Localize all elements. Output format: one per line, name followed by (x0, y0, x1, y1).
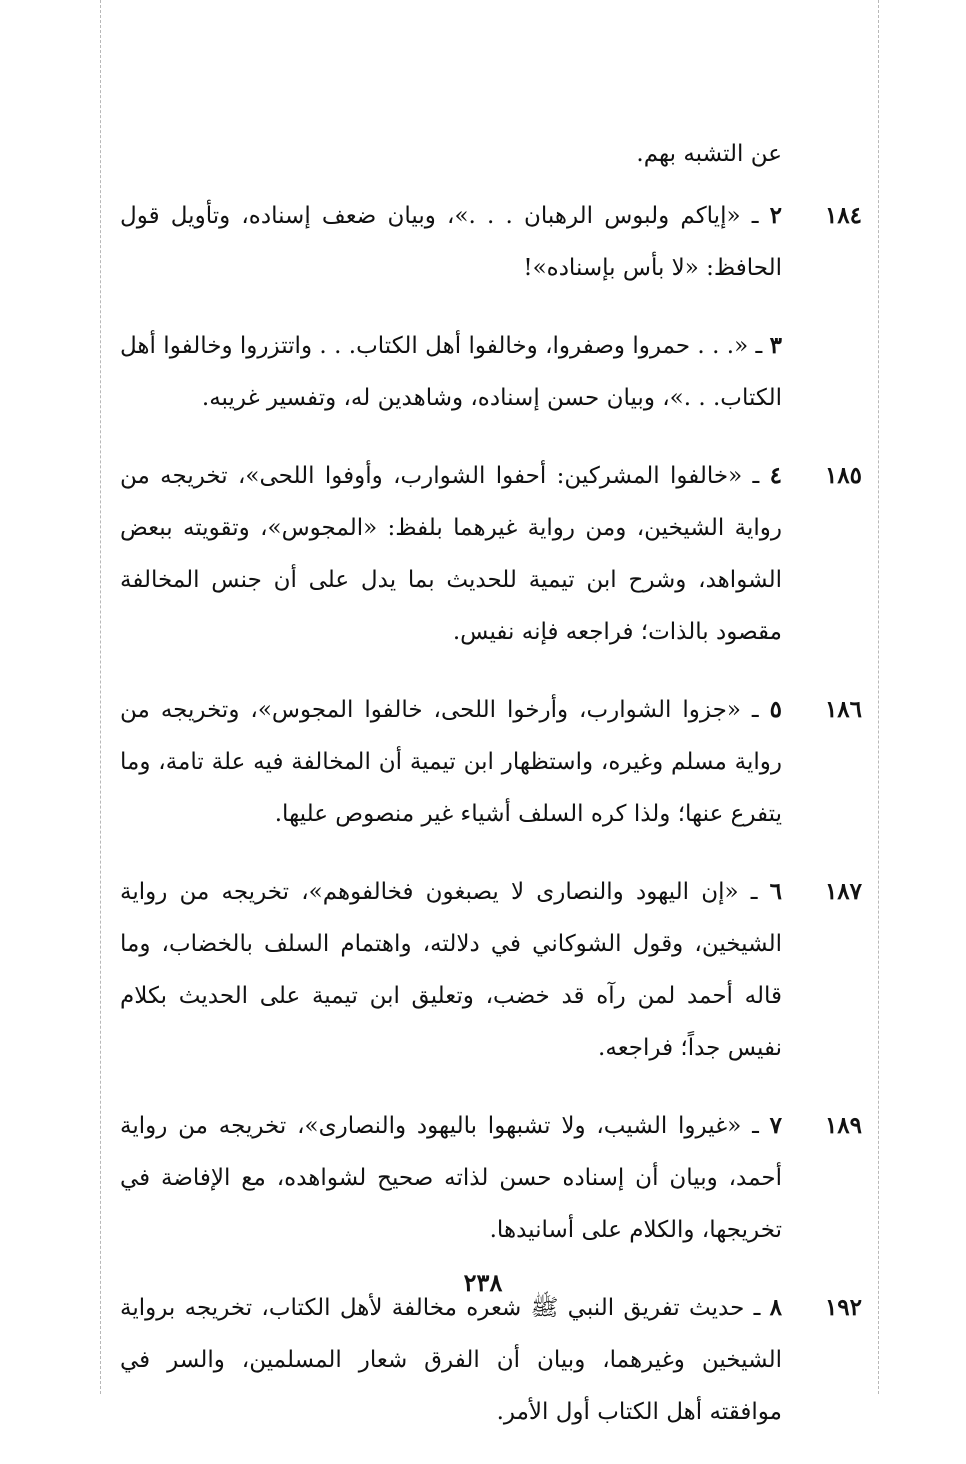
entry-description: «إياكم ولبوس الرهبان . . .»، وبيان ضعف إسناده، وتأويل قول الحافظ: «لا بأس بإسناده»! (120, 203, 782, 281)
entry-number: ٨ (769, 1294, 782, 1321)
entry-number: ٧ (769, 1112, 782, 1139)
entry-number: ٢ (769, 202, 782, 229)
entry-text: ٧ ـ «غيروا الشيب، ولا تشبهوا باليهود والنصارى»، تخريجه من رواية أحمد، وبيان أن إسناده حسن لذاته صحيح لشواهده، مع الإفاضة في تخريجها، والكلام على أسانيدها. (120, 1112, 782, 1243)
index-entry (120, 866, 862, 1074)
page-number: ٢٣٨ (463, 1268, 503, 1297)
page-reference: ١٨٦ (824, 696, 862, 723)
entry-text: ٦ ـ «إن اليهود والنصارى لا يصبغون فخالفوهم»، تخريجه من رواية الشيخين، وقول الشوكاني في دلالته، واهتمام السلف بالخضاب، وما قاله أحمد لمن رآه قد خضب، وتعليق ابن تيمية على الحديث بكلام نفيس جداً؛ فراجعه. (120, 878, 782, 1061)
page-reference: ١٨٥ (824, 462, 862, 489)
entry-description: «غيروا الشيب، ولا تشبهوا باليهود والنصارى»، تخريجه من رواية أحمد، وبيان أن إسناده حسن لذاته صحيح لشواهده، مع الإفاضة في تخريجها، والكلام على أسانيدها. (120, 1113, 782, 1243)
entry-number: ٥ (769, 696, 782, 723)
page-reference: ١٨٧ (824, 878, 862, 905)
page-reference: ١٩٢ (824, 1294, 862, 1321)
intro-line: عن التشبه بهم. (636, 141, 782, 167)
entry-text: ٤ ـ «خالفوا المشركين: أحفوا الشوارب، وأوفوا اللحى»، تخريجه من رواية الشيخين، ومن رواية غيرهما بلفظ: «المجوس»، وتقويته ببعض الشواهد، وشرح ابن تيمية للحديث بما يدل على أن جنس المخالفة مقصود بالذات؛ فراجعه فإنه نفيس. (120, 462, 782, 645)
index-entry (120, 190, 862, 294)
entry-text: ٨ ـ حديث تفريق النبي ﷺ شعره مخالفة لأهل الكتاب، تخريجه برواية الشيخين وغيرهما، وبيان أن الفرق شعار المسلمين، والسر في موافقته أهل الكتاب أول الأمر. (120, 1294, 782, 1425)
scan-edge-right (878, 0, 879, 1394)
page-content (120, 128, 862, 1464)
entry-number: ٣ (769, 332, 782, 359)
entry-description: حديث تفريق النبي ﷺ شعره مخالفة لأهل الكتاب، تخريجه برواية الشيخين وغيرهما، وبيان أن الفرق شعار المسلمين، والسر في موافقته أهل الكتاب أول الأمر. (120, 1295, 782, 1425)
entry-description: «جزوا الشوارب، وأرخوا اللحى، خالفوا المجوس»، وتخريجه من رواية مسلم وغيره، واستظهار ابن تيمية أن المخالفة فيه علة تامة، وما يتفرع عنها؛ ولذا كره السلف أشياء غير منصوص عليها. (120, 697, 782, 827)
page-reference: ١٨٤ (824, 202, 862, 229)
scan-edge-left (100, 0, 101, 1394)
entry-description: «خالفوا المشركين: أحفوا الشوارب، وأوفوا اللحى»، تخريجه من رواية الشيخين، ومن رواية غيرهما بلفظ: «المجوس»، وتقويته ببعض الشواهد، وشرح ابن تيمية للحديث بما يدل على أن جنس المخالفة مقصود بالذات؛ فراجعه فإنه نفيس. (120, 463, 782, 645)
entry-description: «إن اليهود والنصارى لا يصبغون فخالفوهم»، تخريجه من رواية الشيخين، وقول الشوكاني في دلالته، واهتمام السلف بالخضاب، وما قاله أحمد لمن رآه قد خضب، وتعليق ابن تيمية على الحديث بكلام نفيس جداً؛ فراجعه. (120, 879, 782, 1061)
entry-text: ٥ ـ «جزوا الشوارب، وأرخوا اللحى، خالفوا المجوس»، وتخريجه من رواية مسلم وغيره، واستظهار ابن تيمية أن المخالفة فيه علة تامة، وما يتفرع عنها؛ ولذا كره السلف أشياء غير منصوص عليها. (120, 696, 782, 827)
entry-text: ٢ ـ «إياكم ولبوس الرهبان . . .»، وبيان ضعف إسناده، وتأويل قول الحافظ: «لا بأس بإسناده»! (120, 202, 782, 281)
index-entry (120, 450, 862, 658)
entry-description: «. . . حمروا وصفروا، وخالفوا أهل الكتاب. . . واتتزروا وخالفوا أهل الكتاب. . .»، وبيان حسن إسناده، وشاهدين له، وتفسير غريبه. (120, 333, 782, 411)
index-entry (120, 1100, 862, 1256)
entry-number: ٦ (769, 878, 782, 905)
entry-number: ٤ (769, 462, 782, 489)
index-entry (120, 684, 862, 840)
index-entry (120, 1282, 862, 1438)
page-reference: ١٨٩ (824, 1112, 862, 1139)
entry-text: ٣ ـ «. . . حمروا وصفروا، وخالفوا أهل الكتاب. . . واتتزروا وخالفوا أهل الكتاب. . .»، وبيان حسن إسناده، وشاهدين له، وتفسير غريبه. (120, 332, 782, 411)
index-entry (120, 320, 862, 424)
